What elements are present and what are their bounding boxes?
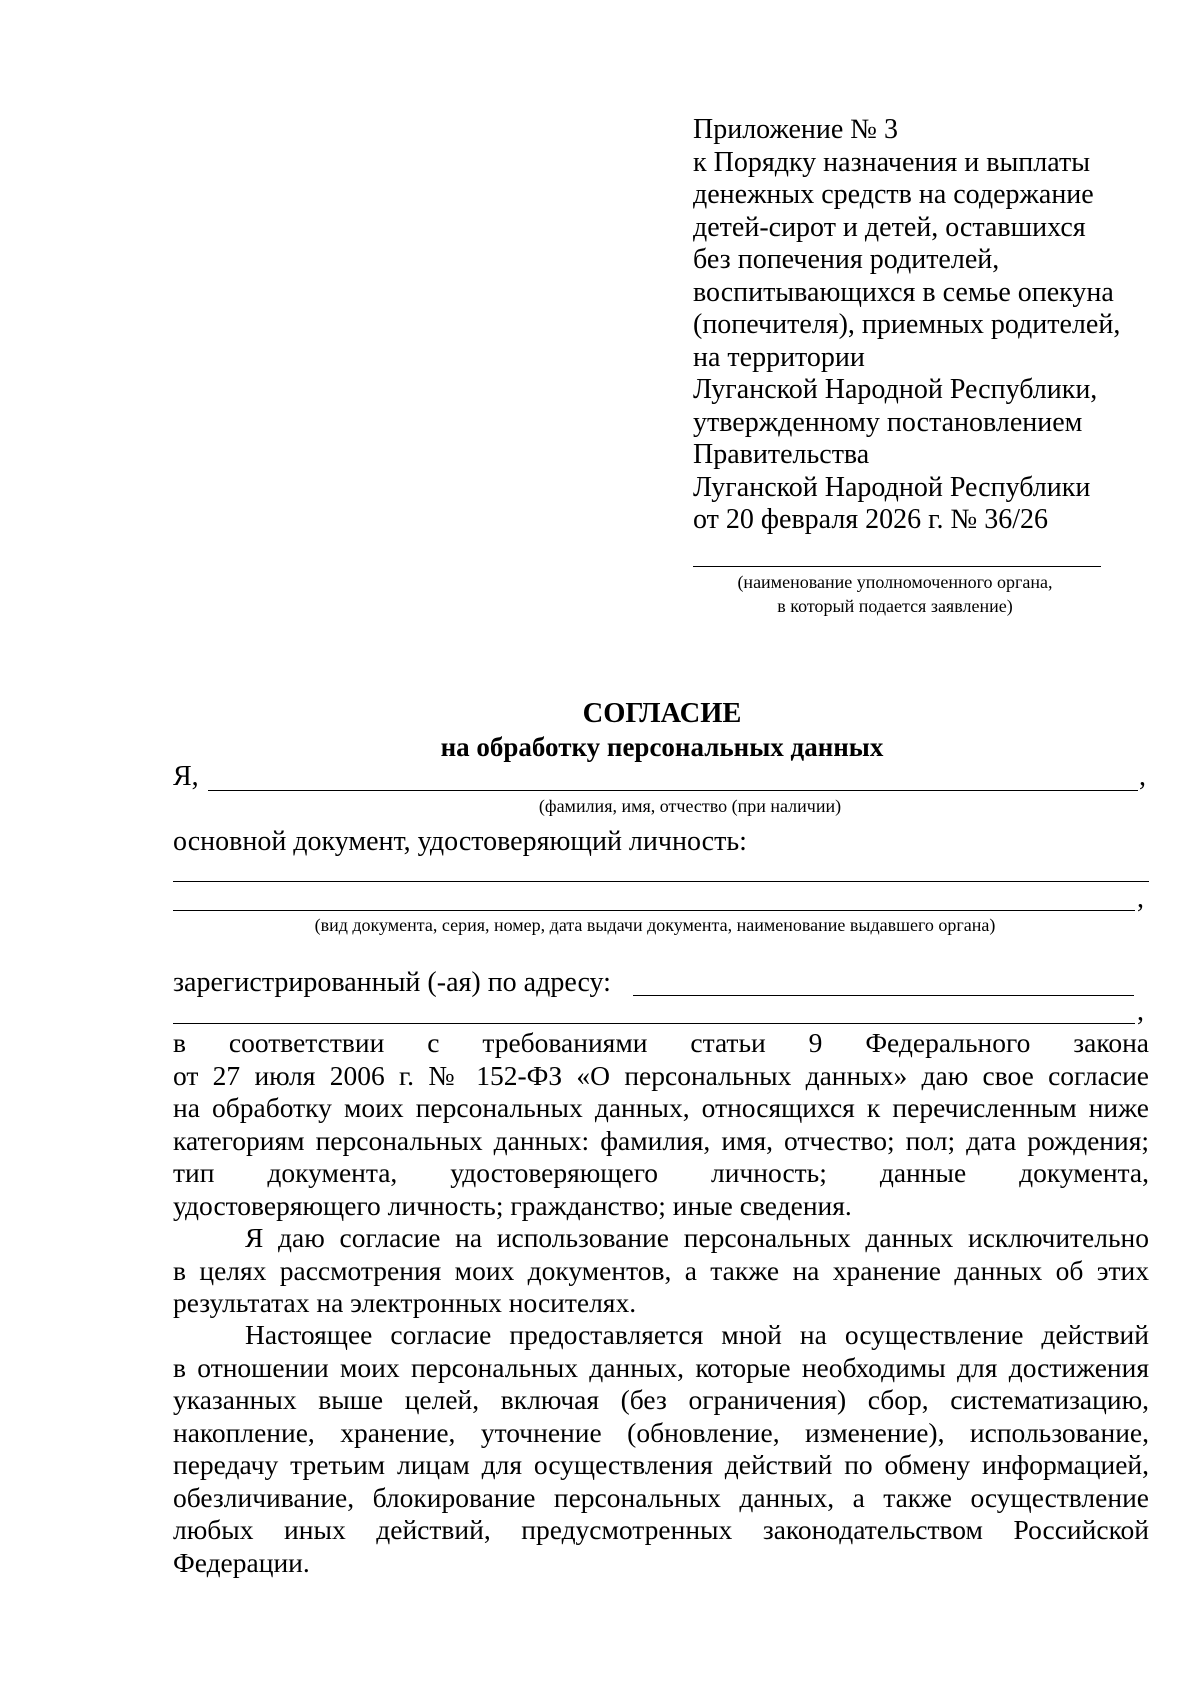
consent-paragraph-1 [173,1027,1149,1222]
appendix-line: Правительства [693,439,870,470]
paragraph-line: на обработку моих персональных данных, относящихся к перечисленным ниже [173,1092,1149,1123]
appendix-line: к Порядку назначения и выплаты [693,146,1091,178]
identity-document-field-line-2[interactable] [173,910,1135,911]
appendix-line: (попечителя), приемных родителей, [693,309,1121,340]
appendix-line: Приложение № 3 [693,114,898,145]
comma: , [1139,761,1146,792]
paragraph-line: накопление, хранение, уточнение (обновление, изменение), использование, [173,1416,1149,1448]
paragraph-line: тип документа, удостоверяющего личность; данные документа, [173,1157,1149,1188]
organ-caption-line: (наименование уполномоченного органа, [737,572,1053,592]
identity-document-caption: (вид документа, серия, номер, дата выдачи документа, наименование выдавшего органа) [314,915,996,935]
paragraph-line: указанных выше целей, включая (без ограничения) сбор, систематизацию, [173,1384,1149,1415]
paragraph-line: любых иных действий, предусмотренных законодательством Российской [173,1514,1149,1545]
appendix-line: Луганской Народной Республики [693,471,1091,503]
identity-document-label: основной документ, удостоверяющий личность: [173,826,747,857]
paragraph-line: обезличивание, блокирование персональных данных, а также осуществление [173,1481,1149,1513]
consent-paragraph-3 [173,1319,1149,1579]
comma: , [1137,996,1144,1027]
paragraph-line: Федерации. [173,1546,310,1578]
address-field-line-1[interactable] [633,995,1134,996]
consent-paragraph-2 [173,1222,1149,1320]
paragraph-line: в соответствии с требованиями статьи 9 Федерального закона [173,1027,1149,1058]
appendix-line: денежных средств на содержание [693,179,1094,210]
comma: , [1137,883,1144,914]
appendix-line: утвержденному постановлением [693,406,1083,438]
appendix-line: воспитывающихся в семье опекуна [693,276,1114,308]
paragraph-line: результатах на электронных носителях. [173,1287,637,1318]
organ-name-field-line[interactable] [693,566,1101,567]
appendix-line: без попечения родителей, [693,244,1000,275]
identity-document-field-line-1[interactable] [173,881,1149,882]
i-label: Я, [173,761,199,792]
address-label: зарегистрированный (-ая) по адресу: [173,967,611,998]
full-name-field-line[interactable] [208,790,1138,791]
paragraph-line: Я даю согласие на использование персональных данных исключительно [245,1222,1149,1253]
paragraph-line: передачу третьим лицам для осуществления действий по обмену информацией, [173,1449,1149,1480]
paragraph-line: категориям персональных данных: фамилия, имя, отчество; пол; дата рождения; [173,1124,1149,1156]
appendix-line: на территории [693,341,865,373]
appendix-line: от 20 февраля 2026 г. № 36/26 [693,504,1049,535]
paragraph-line: в целях рассмотрения моих документов, а также на хранение данных об этих [173,1254,1149,1286]
appendix-line: Луганской Народной Республики, [693,374,1098,405]
document-subtitle: на обработку персональных данных [440,732,884,762]
full-name-caption: (фамилия, имя, отчество (при наличии) [538,796,842,816]
document-title: СОГЛАСИЕ [582,698,742,729]
address-field-line-2[interactable] [173,1023,1135,1024]
appendix-line: детей-сирот и детей, оставшихся [693,211,1086,243]
organ-name-caption [660,570,1130,618]
paragraph-line: удостоверяющего личность; гражданство; иные сведения. [173,1189,852,1221]
paragraph-line: Настоящее согласие предоставляется мной на осуществление действий [245,1319,1149,1350]
paragraph-line: от 27 июля 2006 г. № 152-ФЗ «О персональных данных» даю свое согласие [173,1059,1149,1091]
appendix-header [693,114,1173,537]
paragraph-line: в отношении моих персональных данных, которые необходимы для достижения [173,1351,1149,1383]
organ-caption-line: в который подается заявление) [777,596,1013,616]
